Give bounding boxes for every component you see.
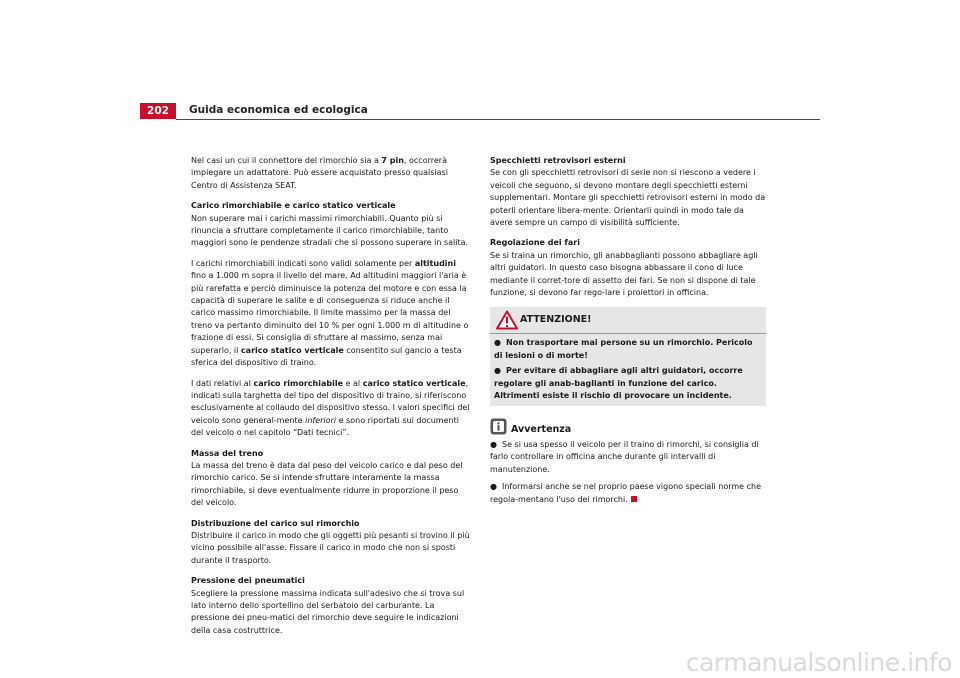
section-title-pressione: Pressione dei pneumatici (191, 576, 305, 586)
section-title-distribuzione: Distribuzione del carico sul rimorchio (191, 518, 360, 528)
note-item: ● Se si usa spesso il veicolo per il traino di rimorchi, si consiglia di farlo controllare in officina anche durante gli intervalli di manutenzione. (490, 439, 759, 474)
warning-box (490, 307, 766, 405)
warning-title: ATTENZIONE! (520, 314, 592, 326)
left-column (191, 155, 471, 645)
section-title-carico: Carico rimorchiabile e carico statico verticale (191, 201, 396, 211)
note-title: Avvertenza (511, 423, 572, 435)
carico-paragraph-3: I dati relativi al carico rimorchiabile e al carico statico verticale, indicati sulla targhetta del tipo del dispositivo di traino, si riferiscono esclusivamente al collaudo del dispositivo stesso. I valori specifici del veicolo sono general-mente inferiori e sono riportati sui documenti del veicolo o nel capitolo “Dati tecnici”. (191, 378, 470, 438)
carico-paragraph-1: Non superare mai i carichi massimi rimorchiabili. Quanto più si rinuncia a sfruttare completamente il carico rimorchiabile, tanto maggiori sono le pendenze stradali che si possono superare in salita. (191, 213, 469, 248)
distribuzione-paragraph: Distribuire il carico in modo che gli oggetti più pesanti si trovino il più vicino possibile all'asse. Fissare il carico in modo che non si sposti durante il trasporto. (191, 530, 470, 565)
warning-item: ● Per evitare di abbagliare agli altri guidatori, occorre regolare gli anab-baglianti in funzione del carico. Altrimenti esiste il rischio di provocare un incidente. (494, 366, 743, 401)
note-header (490, 418, 768, 436)
warning-header (490, 307, 766, 334)
watermark: carmanualsonline.info (685, 648, 952, 677)
warning-item: ● Non trasportare mai persone su un rimorchio. Pericolo di lesioni o di morte! (494, 338, 753, 360)
bullet-icon: ● (490, 439, 497, 449)
intro-paragraph: Nel casi un cui il connettore del rimorchio sia a 7 pin, occorrerà impiegare un adattatore. Può essere acquistato presso qualsiasi Centro di Assistenza SEAT. (191, 156, 448, 190)
right-column (490, 155, 768, 511)
warning-triangle-icon (496, 310, 518, 330)
fari-paragraph: Se si traina un rimorchio, gli anabbaglianti possono abbagliare agli altri guidatori. In questo caso bisogna abbassare il cono di luce mediante il corret-tore di assetto dei fari. Se non si dispone di tale funzione, si devono far rego-lare i proiettori in officina. (490, 250, 758, 298)
bullet-icon: ● (494, 338, 501, 348)
section-title-specchietti: Specchietti retrovisori esterni (490, 156, 626, 165)
specchietti-paragraph: Se con gli specchietti retrovisori di serie non si riescono a vedere i veicoli che seguono, si devono montare degli specchietti esterni supplementari. Montare gli specchietti retrovisori esterni in modo da poterli orientare libera-mente. Orientarli quindi in modo tale da avere sempre un campo di visibilità sufficiente. (490, 168, 766, 228)
carico-paragraph-2: I carichi rimorchiabili indicati sono validi solamente per altitudini fino a 1.000 m sopra il livello del mare. Ad altitudini maggiori l'aria è più rarefatta e perciò diminuisce la potenza del motore e con essa la capacità di superare le salite e di conseguenza si riduce anche il carico massimo rimorchiabile. Il limite massimo per la massa del treno va pertanto diminuito del 10 % per ogni 1.000 m di altitudine o frazione di essi. Si consiglia di sfruttare al massimo, senza mai superarlo, il carico statico verticale consentito sul gancio a testa sferica del dispositivo di traino. (191, 258, 469, 368)
page-number: 202 (140, 103, 176, 119)
header-rule (176, 119, 820, 120)
section-title-massa: Massa del treno (191, 448, 264, 458)
section-title-fari: Regolazione dei fari (490, 238, 580, 248)
end-of-section-icon (631, 496, 637, 502)
pressione-paragraph: Scegliere la pressione massima indicata sull'adesivo che si trova sul lato interno dello sportellino del serbatoio del carburante. La pressione dei pneu-matici del rimorchio deve seguire le indicazioni della casa costruttrice. (191, 588, 465, 635)
note-item: ● Informarsi anche se nel proprio paese vigono speciali norme che regola-mentano l'uso dei rimorchi. (490, 482, 762, 504)
running-title: Guida economica ed ecologica (189, 104, 368, 116)
bullet-icon: ● (490, 482, 497, 492)
bullet-icon: ● (494, 366, 501, 376)
note-info-icon (490, 418, 507, 435)
massa-paragraph: La massa del treno è data dal peso del veicolo carico e dal peso del rimorchio carico. Se si intende sfruttare interamente la massa rimorchiabile, si deve eventualmente ridurre in proporzione il peso del veicolo. (191, 460, 463, 508)
